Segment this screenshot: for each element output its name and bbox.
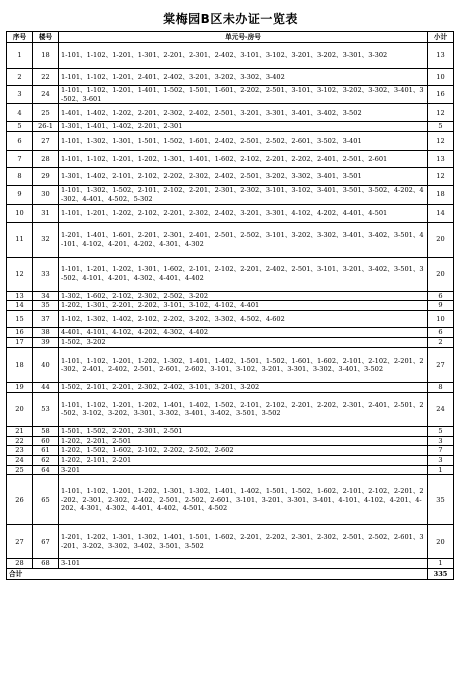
row-units: 1-101、1-302、1-301、1-501、1-502、1-601、2-402、2-501、2-502、2-601、3-502、3-401 bbox=[59, 132, 428, 151]
row-building: 40 bbox=[33, 348, 59, 383]
row-building: 30 bbox=[33, 186, 59, 204]
row-building: 31 bbox=[33, 204, 59, 222]
table-header-row bbox=[7, 32, 454, 43]
table-row bbox=[7, 69, 454, 86]
row-index: 8 bbox=[7, 168, 33, 186]
row-count: 10 bbox=[428, 311, 454, 328]
row-index: 5 bbox=[7, 122, 33, 132]
table-row bbox=[7, 348, 454, 383]
row-count: 35 bbox=[428, 475, 454, 525]
row-units: 1-502、2-101、2-201、2-302、2-402、3-101、3-201、3-202 bbox=[59, 383, 428, 393]
row-count: 12 bbox=[428, 168, 454, 186]
row-units: 1-202、1-301、2-201、2-202、3-101、3-102、4-102、4-401 bbox=[59, 301, 428, 311]
row-building: 24 bbox=[33, 86, 59, 104]
row-index: 12 bbox=[7, 257, 33, 291]
row-count: 16 bbox=[428, 86, 454, 104]
row-count: 9 bbox=[428, 301, 454, 311]
row-count: 5 bbox=[428, 426, 454, 436]
table-row bbox=[7, 257, 454, 291]
table-row bbox=[7, 301, 454, 311]
row-building: 35 bbox=[33, 301, 59, 311]
row-count: 14 bbox=[428, 204, 454, 222]
row-index: 19 bbox=[7, 383, 33, 393]
header-units: 单元号-房号 bbox=[59, 32, 428, 43]
row-count: 12 bbox=[428, 132, 454, 151]
row-count: 20 bbox=[428, 257, 454, 291]
row-units: 1-201、1-202、1-301、1-302、1-401、1-501、1-602、2-201、2-202、2-301、2-302、2-501、2-502、2-601、3-201、3-202、3-302、3-402、3-501、3-502 bbox=[59, 525, 428, 559]
row-units: 1-202、2-101、2-201 bbox=[59, 456, 428, 466]
row-count: 18 bbox=[428, 186, 454, 204]
row-index: 3 bbox=[7, 86, 33, 104]
row-units: 4-401、4-101、4-102、4-202、4-302、4-402 bbox=[59, 328, 428, 338]
row-count: 1 bbox=[428, 559, 454, 569]
row-units: 1-101、1-102、1-201、1-202、1-401、1-402、1-502、2-101、2-102、2-201、2-202、2-301、2-401、2-501、2-502、3-102、3-202、3-301、3-302、3-401、3-402、3-501、3-502 bbox=[59, 392, 428, 426]
table-row bbox=[7, 446, 454, 456]
row-index: 2 bbox=[7, 69, 33, 86]
row-count: 10 bbox=[428, 69, 454, 86]
table-row bbox=[7, 436, 454, 446]
row-building: 18 bbox=[33, 43, 59, 69]
row-units: 3-201 bbox=[59, 465, 428, 475]
row-building: 53 bbox=[33, 392, 59, 426]
row-index: 25 bbox=[7, 465, 33, 475]
total-value: 335 bbox=[428, 569, 454, 580]
row-count: 27 bbox=[428, 348, 454, 383]
row-building: 34 bbox=[33, 291, 59, 301]
row-building: 58 bbox=[33, 426, 59, 436]
row-index: 13 bbox=[7, 291, 33, 301]
table-row bbox=[7, 151, 454, 168]
header-index: 序号 bbox=[7, 32, 33, 43]
row-units: 1-202、1-502、1-602、2-102、2-202、2-502、2-602 bbox=[59, 446, 428, 456]
table-row bbox=[7, 383, 454, 393]
row-building: 68 bbox=[33, 559, 59, 569]
row-units: 1-101、1-102、1-201、2-401、2-402、3-201、3-202、3-302、3-402 bbox=[59, 69, 428, 86]
row-units: 1-401、1-402、1-202、2-201、2-302、2-402、2-501、3-201、3-301、3-401、3-402、3-502 bbox=[59, 104, 428, 122]
header-count: 小计 bbox=[428, 32, 454, 43]
table-row bbox=[7, 426, 454, 436]
row-index: 17 bbox=[7, 338, 33, 348]
table-row bbox=[7, 525, 454, 559]
row-units: 1-101、1-201、1-202、2-102、2-201、2-302、2-402、3-201、3-301、4-102、4-202、4-401、4-501 bbox=[59, 204, 428, 222]
row-index: 6 bbox=[7, 132, 33, 151]
header-building: 楼号 bbox=[33, 32, 59, 43]
row-building: 61 bbox=[33, 446, 59, 456]
row-building: 38 bbox=[33, 328, 59, 338]
row-index: 27 bbox=[7, 525, 33, 559]
uncertified-units-table bbox=[6, 31, 454, 580]
row-count: 13 bbox=[428, 43, 454, 69]
row-units: 1-502、3-202 bbox=[59, 338, 428, 348]
table-row bbox=[7, 392, 454, 426]
table-row bbox=[7, 122, 454, 132]
total-label: 合计 bbox=[7, 569, 428, 580]
row-units: 1-301、1-402、2-101、2-102、2-202、2-302、2-402、2-501、3-202、3-302、3-401、3-501 bbox=[59, 168, 428, 186]
row-building: 60 bbox=[33, 436, 59, 446]
table-row bbox=[7, 559, 454, 569]
table-body bbox=[7, 43, 454, 569]
row-count: 12 bbox=[428, 104, 454, 122]
row-units: 1-101、1-201、1-202、1-301、1-602、2-101、2-102、2-201、2-402、2-501、3-101、3-201、3-402、3-501、3-502、4-101、4-201、4-302、4-401、4-402 bbox=[59, 257, 428, 291]
row-units: 1-101、1-102、1-201、1-202、1-301、1-401、1-602、2-102、2-201、2-202、2-401、2-501、2-601 bbox=[59, 151, 428, 168]
row-count: 3 bbox=[428, 456, 454, 466]
row-building: 39 bbox=[33, 338, 59, 348]
row-units: 1-201、1-401、1-601、2-201、2-301、2-401、2-501、2-502、3-101、3-202、3-302、3-401、3-402、3-501、4-101、4-102、4-201、4-202、4-301、4-302 bbox=[59, 222, 428, 257]
row-count: 3 bbox=[428, 436, 454, 446]
row-building: 26-1 bbox=[33, 122, 59, 132]
row-building: 27 bbox=[33, 132, 59, 151]
row-count: 2 bbox=[428, 338, 454, 348]
row-building: 44 bbox=[33, 383, 59, 393]
table-row bbox=[7, 43, 454, 69]
row-index: 21 bbox=[7, 426, 33, 436]
table-row bbox=[7, 222, 454, 257]
row-building: 29 bbox=[33, 168, 59, 186]
row-units: 3-101 bbox=[59, 559, 428, 569]
row-index: 26 bbox=[7, 475, 33, 525]
row-index: 4 bbox=[7, 104, 33, 122]
row-count: 5 bbox=[428, 122, 454, 132]
table-row bbox=[7, 86, 454, 104]
row-count: 8 bbox=[428, 383, 454, 393]
table-row bbox=[7, 475, 454, 525]
row-index: 16 bbox=[7, 328, 33, 338]
row-building: 64 bbox=[33, 465, 59, 475]
row-units: 1-101、1-102、1-201、1-301、2-201、2-301、2-402、3-101、3-102、3-201、3-202、3-301、3-302 bbox=[59, 43, 428, 69]
row-units: 1-102、1-302、1-402、2-102、2-202、3-202、3-302、4-502、4-602 bbox=[59, 311, 428, 328]
row-index: 18 bbox=[7, 348, 33, 383]
row-count: 20 bbox=[428, 525, 454, 559]
table-row bbox=[7, 168, 454, 186]
table-row bbox=[7, 186, 454, 204]
row-count: 6 bbox=[428, 291, 454, 301]
table-row bbox=[7, 132, 454, 151]
table-row bbox=[7, 338, 454, 348]
row-units: 1-202、2-201、2-501 bbox=[59, 436, 428, 446]
row-count: 1 bbox=[428, 465, 454, 475]
row-index: 15 bbox=[7, 311, 33, 328]
table-row bbox=[7, 311, 454, 328]
row-index: 7 bbox=[7, 151, 33, 168]
row-building: 25 bbox=[33, 104, 59, 122]
row-index: 10 bbox=[7, 204, 33, 222]
row-index: 9 bbox=[7, 186, 33, 204]
row-units: 1-302、1-602、2-102、2-302、2-502、3-202 bbox=[59, 291, 428, 301]
table-row bbox=[7, 465, 454, 475]
row-units: 1-101、1-102、1-201、1-401、1-502、1-501、1-601、2-202、2-501、3-101、3-102、3-202、3-302、3-401、3-502、3-601 bbox=[59, 86, 428, 104]
row-count: 13 bbox=[428, 151, 454, 168]
row-index: 28 bbox=[7, 559, 33, 569]
row-index: 23 bbox=[7, 446, 33, 456]
row-units: 1-501、1-502、2-201、2-301、2-501 bbox=[59, 426, 428, 436]
row-building: 65 bbox=[33, 475, 59, 525]
row-units: 1-101、1-302、1-502、2-101、2-102、2-201、2-301、2-302、3-101、3-102、3-401、3-501、3-502、4-202、4-302、4-401、4-502、5-302 bbox=[59, 186, 428, 204]
row-index: 20 bbox=[7, 392, 33, 426]
row-building: 32 bbox=[33, 222, 59, 257]
page-title: 棠梅园B区未办证一览表 bbox=[163, 12, 298, 26]
row-index: 24 bbox=[7, 456, 33, 466]
row-index: 1 bbox=[7, 43, 33, 69]
table-row bbox=[7, 328, 454, 338]
row-units: 1-101、1-102、1-201、1-202、1-301、1-302、1-401、1-402、1-501、1-502、1-602、2-101、2-102、2-201、2-202、2-301、2-302、2-402、2-501、2-502、2-601、3-101、3-201、3-301、3-401、4-101、4-102、4-201、4-202、4-301、4-302、4-401、4-402、4-501、4-502 bbox=[59, 475, 428, 525]
row-building: 62 bbox=[33, 456, 59, 466]
row-building: 33 bbox=[33, 257, 59, 291]
row-building: 37 bbox=[33, 311, 59, 328]
row-index: 11 bbox=[7, 222, 33, 257]
row-count: 7 bbox=[428, 446, 454, 456]
row-count: 24 bbox=[428, 392, 454, 426]
row-building: 22 bbox=[33, 69, 59, 86]
total-row bbox=[7, 569, 454, 580]
row-count: 20 bbox=[428, 222, 454, 257]
row-units: 1-101、1-102、1-201、1-202、1-302、1-401、1-402、1-501、1-502、1-601、1-602、2-101、2-102、2-201、2-302、2-401、2-402、2-501、2-601、2-602、3-101、3-102、3-201、3-301、3-302、3-401、3-502 bbox=[59, 348, 428, 383]
row-index: 14 bbox=[7, 301, 33, 311]
table-row bbox=[7, 291, 454, 301]
row-building: 67 bbox=[33, 525, 59, 559]
row-count: 6 bbox=[428, 328, 454, 338]
row-index: 22 bbox=[7, 436, 33, 446]
table-row bbox=[7, 456, 454, 466]
table-row bbox=[7, 104, 454, 122]
row-building: 28 bbox=[33, 151, 59, 168]
row-units: 1-301、1-401、1-402、2-201、2-301 bbox=[59, 122, 428, 132]
table-row bbox=[7, 204, 454, 222]
